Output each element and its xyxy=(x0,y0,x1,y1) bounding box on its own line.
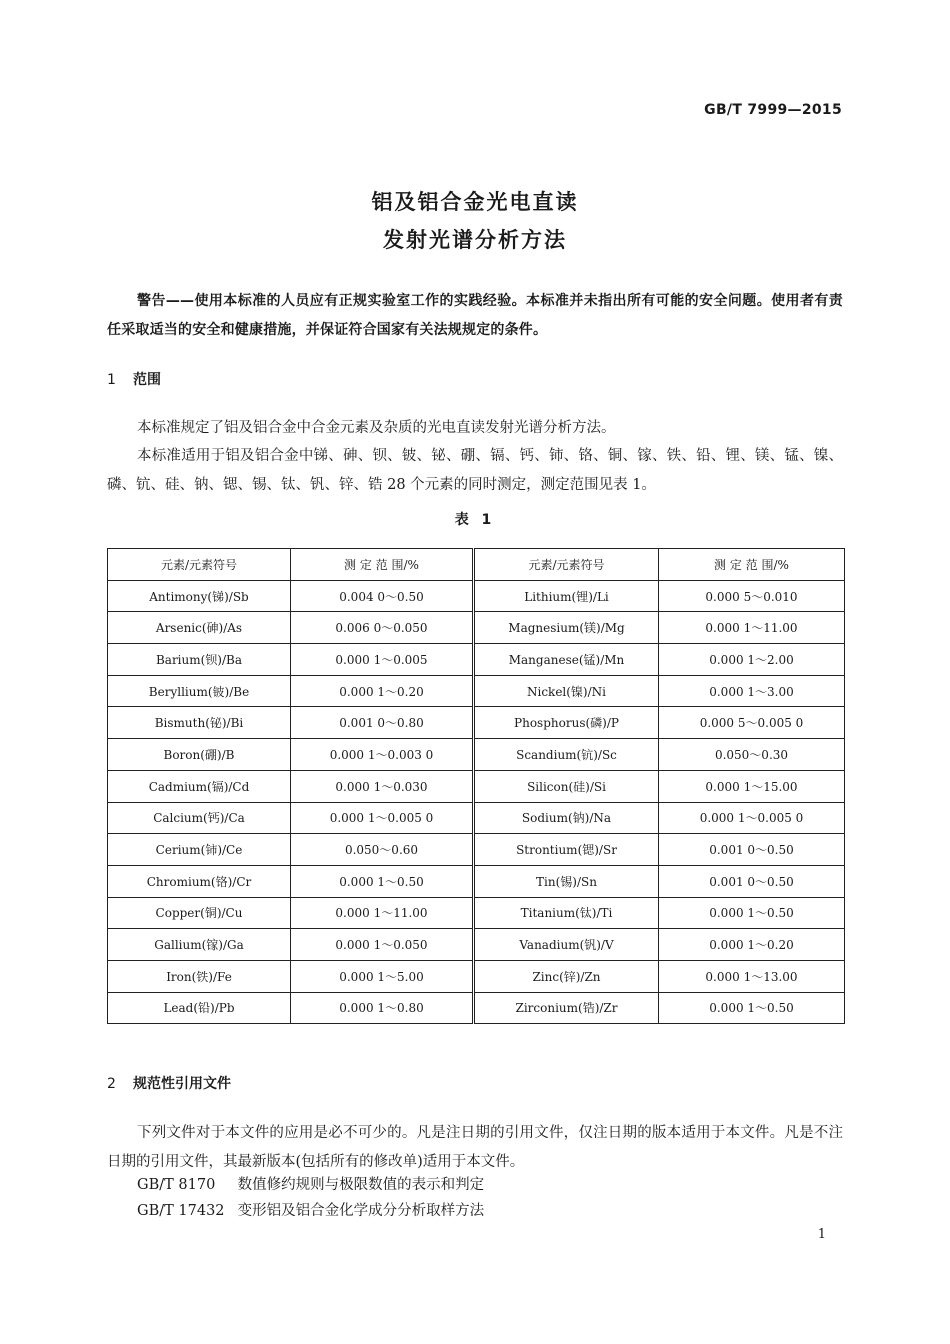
range-right-cell: 0.000 5～0.010 xyxy=(659,580,845,612)
element-left-cell: Antimony(锑)/Sb xyxy=(108,580,291,612)
element-right-cell: Vanadium(钒)/V xyxy=(474,929,659,961)
range-left-cell: 0.000 1～0.030 xyxy=(291,770,474,802)
element-left-cell: Boron(硼)/B xyxy=(108,739,291,771)
section-1-paragraph-1: 本标准规定了铝及铝合金中合金元素及杂质的光电直读发射光谱分析方法。 xyxy=(137,420,616,436)
range-right-cell: 0.000 1～3.00 xyxy=(659,675,845,707)
table-row xyxy=(108,865,845,897)
element-right-cell: Silicon(硅)/Si xyxy=(474,770,659,802)
range-left-cell: 0.050～0.60 xyxy=(291,834,474,866)
reference-title: 数值修约规则与极限数值的表示和判定 xyxy=(237,1177,485,1193)
header-range-right: 测 定 范 围/% xyxy=(659,549,845,581)
element-right-cell: Nickel(镍)/Ni xyxy=(474,675,659,707)
table-header-row xyxy=(108,549,845,581)
range-right-cell: 0.001 0～0.50 xyxy=(659,865,845,897)
document-title-line1: 铝及铝合金光电直读 xyxy=(371,190,579,214)
range-right-cell: 0.000 1～0.50 xyxy=(659,897,845,929)
element-right-cell: Magnesium(镁)/Mg xyxy=(474,612,659,644)
element-right-cell: Manganese(锰)/Mn xyxy=(474,644,659,676)
reference-title: 变形铝及铝合金化学成分分析取样方法 xyxy=(237,1203,485,1219)
range-left-cell: 0.006 0～0.050 xyxy=(291,612,474,644)
section-2-heading xyxy=(107,1073,231,1093)
range-right-cell: 0.000 5～0.005 0 xyxy=(659,707,845,739)
reference-item xyxy=(137,1173,484,1194)
reference-item xyxy=(137,1199,484,1220)
table-row xyxy=(108,960,845,992)
range-right-cell: 0.000 1～11.00 xyxy=(659,612,845,644)
element-left-cell: Gallium(镓)/Ga xyxy=(108,929,291,961)
range-right-cell: 0.001 0～0.50 xyxy=(659,834,845,866)
element-left-cell: Barium(钡)/Ba xyxy=(108,644,291,676)
range-left-cell: 0.000 1～0.20 xyxy=(291,675,474,707)
header-element-left: 元素/元素符号 xyxy=(108,549,291,581)
range-right-cell: 0.000 1～15.00 xyxy=(659,770,845,802)
section-2-paragraph-1: 下列文件对于本文件的应用是必不可少的。凡是注日期的引用文件，仅注日期的版本适用于本文件。凡是不注日期的引用文件，其最新版本(包括所有的修改单)适用于本文件。 xyxy=(107,1125,843,1170)
element-right-cell: Titanium(钛)/Ti xyxy=(474,897,659,929)
table-caption: 表 1 xyxy=(454,512,496,528)
range-left-cell: 0.000 1～5.00 xyxy=(291,960,474,992)
element-right-cell: Zinc(锌)/Zn xyxy=(474,960,659,992)
range-right-cell: 0.000 1～2.00 xyxy=(659,644,845,676)
document-title-line2: 发射光谱分析方法 xyxy=(383,228,567,252)
element-left-cell: Chromium(铬)/Cr xyxy=(108,865,291,897)
element-left-cell: Beryllium(铍)/Be xyxy=(108,675,291,707)
range-left-cell: 0.000 1～0.50 xyxy=(291,865,474,897)
table-row xyxy=(108,739,845,771)
header-element-right: 元素/元素符号 xyxy=(474,549,659,581)
section-2-number: 2 xyxy=(107,1076,116,1092)
element-left-cell: Arsenic(砷)/As xyxy=(108,612,291,644)
range-right-cell: 0.000 1～0.20 xyxy=(659,929,845,961)
page-number: 1 xyxy=(817,1227,826,1242)
range-left-cell: 0.000 1～0.80 xyxy=(291,992,474,1024)
section-1-heading xyxy=(107,369,161,389)
section-1-number: 1 xyxy=(107,372,116,388)
element-right-cell: Lithium(锂)/Li xyxy=(474,580,659,612)
element-right-cell: Strontium(锶)/Sr xyxy=(474,834,659,866)
measurement-range-table xyxy=(107,548,845,1024)
range-left-cell: 0.000 1～0.005 0 xyxy=(291,802,474,834)
standard-code: GB/T 7999—2015 xyxy=(704,102,842,118)
table-row xyxy=(108,675,845,707)
range-left-cell: 0.000 1～0.003 0 xyxy=(291,739,474,771)
range-right-cell: 0.000 1～0.50 xyxy=(659,992,845,1024)
section-1-title: 范围 xyxy=(133,372,161,388)
table-row xyxy=(108,834,845,866)
range-left-cell: 0.000 1～0.005 xyxy=(291,644,474,676)
range-left-cell: 0.001 0～0.80 xyxy=(291,707,474,739)
element-right-cell: Phosphorus(磷)/P xyxy=(474,707,659,739)
reference-code: GB/T 8170 xyxy=(137,1177,216,1193)
header-range-left: 测 定 范 围/% xyxy=(291,549,474,581)
range-left-cell: 0.000 1～0.050 xyxy=(291,929,474,961)
section-1-paragraph-2: 本标准适用于铝及铝合金中锑、砷、钡、铍、铋、硼、镉、钙、铈、铬、铜、镓、铁、铅、锂、镁、锰、镍、磷、钪、硅、钠、锶、锡、钛、钒、锌、锆 28 个元素的同时测定，测定范围见表 1。 xyxy=(107,448,843,493)
element-left-cell: Cerium(铈)/Ce xyxy=(108,834,291,866)
element-left-cell: Iron(铁)/Fe xyxy=(108,960,291,992)
table-row xyxy=(108,992,845,1024)
table-row xyxy=(108,612,845,644)
range-right-cell: 0.000 1～13.00 xyxy=(659,960,845,992)
range-left-cell: 0.000 1～11.00 xyxy=(291,897,474,929)
element-right-cell: Tin(锡)/Sn xyxy=(474,865,659,897)
table-row xyxy=(108,644,845,676)
element-left-cell: Copper(铜)/Cu xyxy=(108,897,291,929)
section-2-title: 规范性引用文件 xyxy=(133,1076,231,1092)
element-left-cell: Lead(铅)/Pb xyxy=(108,992,291,1024)
table-row xyxy=(108,707,845,739)
range-right-cell: 0.000 1～0.005 0 xyxy=(659,802,845,834)
element-left-cell: Cadmium(镉)/Cd xyxy=(108,770,291,802)
table-row xyxy=(108,580,845,612)
reference-code: GB/T 17432 xyxy=(137,1203,225,1219)
table-row xyxy=(108,770,845,802)
element-left-cell: Calcium(钙)/Ca xyxy=(108,802,291,834)
warning-paragraph: 警告——使用本标准的人员应有正规实验室工作的实践经验。本标准并未指出所有可能的安全问题。使用者有责任采取适当的安全和健康措施，并保证符合国家有关法规规定的条件。 xyxy=(107,293,843,338)
table-row xyxy=(108,929,845,961)
element-right-cell: Zirconium(锆)/Zr xyxy=(474,992,659,1024)
element-left-cell: Bismuth(铋)/Bi xyxy=(108,707,291,739)
element-right-cell: Scandium(钪)/Sc xyxy=(474,739,659,771)
range-left-cell: 0.004 0～0.50 xyxy=(291,580,474,612)
range-right-cell: 0.050～0.30 xyxy=(659,739,845,771)
table-row xyxy=(108,802,845,834)
table-row xyxy=(108,897,845,929)
element-right-cell: Sodium(钠)/Na xyxy=(474,802,659,834)
